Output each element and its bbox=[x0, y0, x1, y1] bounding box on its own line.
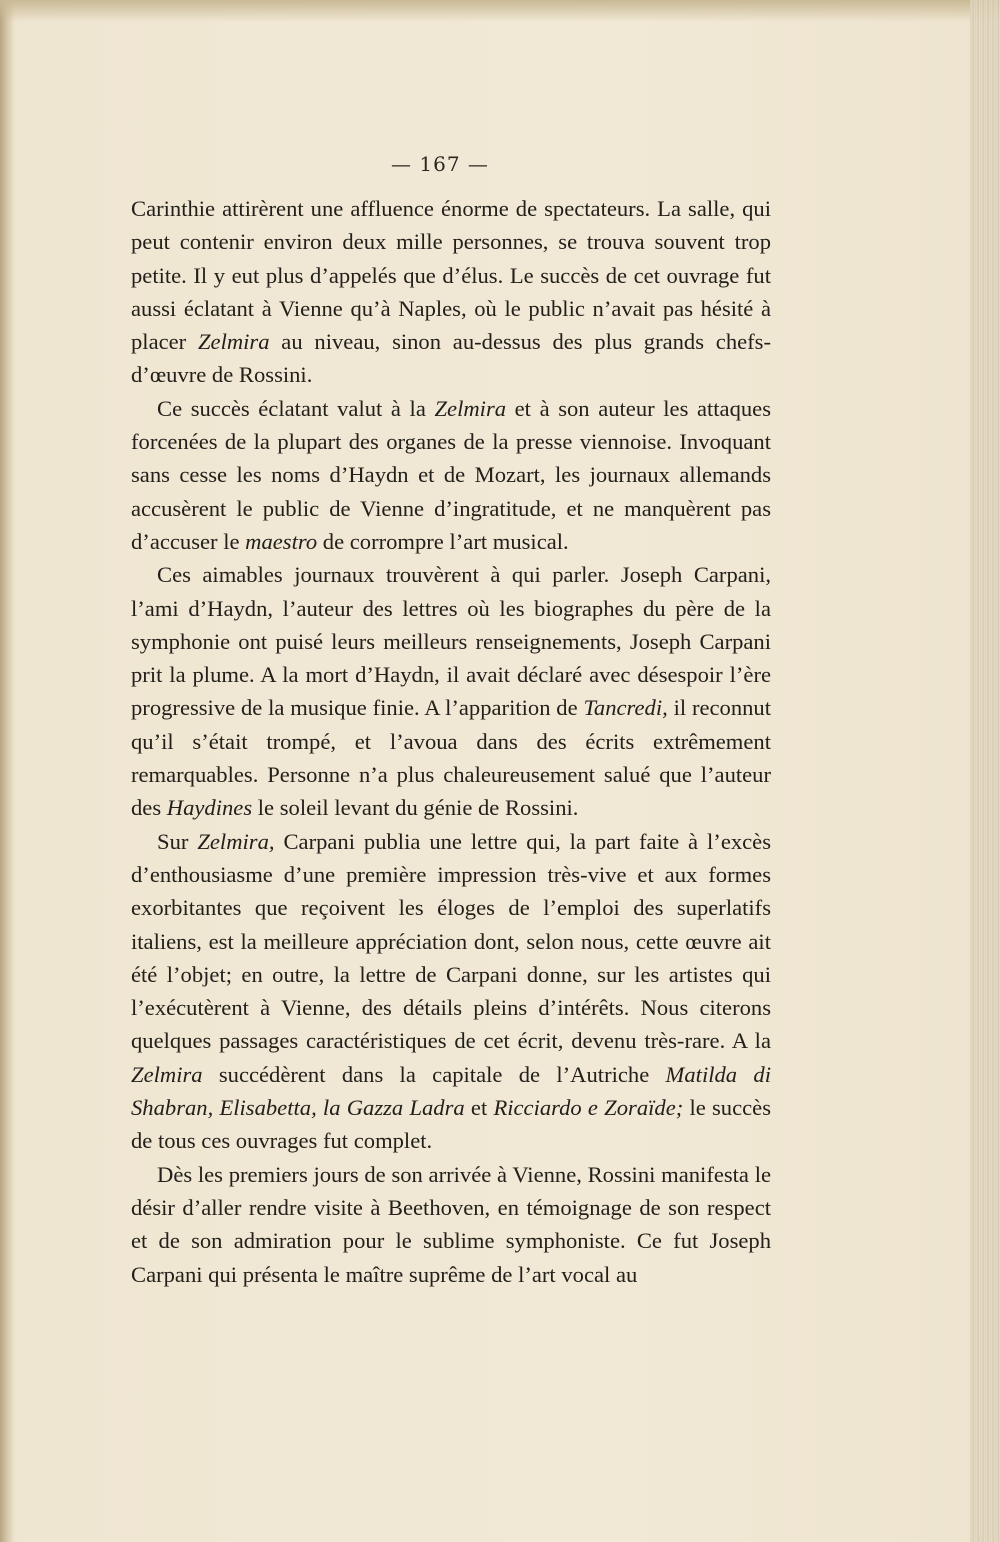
italic-title-text: Zelmira bbox=[131, 1061, 203, 1087]
italic-title-text: Tancredi, bbox=[583, 695, 668, 721]
paragraph-text: et bbox=[464, 1095, 494, 1121]
italic-title-text: Zelmira bbox=[197, 329, 270, 355]
paragraph-text: Carpani publia une lettre qui, la part faite à l’excès d’enthousiasme d’une première impression très-vive et aux formes exorbitantes que reçoivent les éloges de l’emploi des superlatifs italiens, est la meilleure appréciation dont, selon nous, cette œuvre ait été l’objet; en outre, la lettre de Carpani donne, sur les artistes qui l’exécutèrent à Vienne, des détails pleins d’intérêts. Nous citerons quelques passages caractéristiques de cet écrit, devenu très-rare. A la bbox=[131, 828, 771, 1054]
paragraph-text: au niveau, sinon au-dessus des plus grands chefs-d’œuvre de Rossini. bbox=[131, 329, 771, 388]
paragraph-text: succédèrent dans la capitale de l’Autriche bbox=[202, 1061, 666, 1087]
italic-title-text: Matilda di Shabran, Elisabetta, la Gazza Ladra bbox=[131, 1061, 771, 1121]
paragraph-text: Ces aimables journaux trouvèrent à qui parler. Joseph Carpani, l’ami d’Haydn, l’auteur des lettres où les biographes du père de la symphonie ont puisé leurs meilleurs renseignements, Joseph Carpani prit la plume. A la mort d’Haydn, il avait déclaré avec désespoir l’ère progressive de la musique finie. A l’apparition de bbox=[131, 562, 771, 721]
paragraph-text: Carinthie attirèrent une affluence énorme de spectateurs. La salle, qui peut contenir environ deux mille personnes, se trouva souvent trop petite. Il y eut plus d’appelés que d’élus. Le succès de cet ouvrage fut aussi éclatant à Vienne qu’à Naples, où le public n’avait pas hésité à placer bbox=[131, 196, 771, 355]
paragraph bbox=[131, 392, 771, 558]
italic-title-text: Haydines bbox=[166, 795, 253, 821]
paragraph-text: Sur bbox=[157, 828, 198, 854]
paragraph bbox=[131, 825, 771, 1158]
italic-title-text: Zelmira bbox=[434, 395, 507, 421]
paragraph-text: le soleil levant du génie de Rossini. bbox=[252, 795, 579, 821]
paragraph bbox=[131, 558, 771, 824]
paragraph bbox=[131, 192, 771, 392]
paragraph bbox=[131, 1158, 771, 1291]
italic-title-text: maestro bbox=[245, 528, 318, 554]
paragraph-text: et à son auteur les attaques forcenées de la plupart des organes de la presse viennoise. Invoquant sans cesse les noms d’Haydn et de Mozart, les journaux allemands accusèrent le public de Vienne d’ingratitude, et ne manquèrent pas d’accuser le bbox=[131, 395, 771, 554]
paragraph-text: Ce succès éclatant valut à la bbox=[157, 395, 435, 421]
paragraph-text: Dès les premiers jours de son arrivée à Vienne, Rossini manifesta le désir d’aller rendre visite à Beethoven, en témoignage de son respect et de son admiration pour le sublime symphoniste. Ce fut Joseph Carpani qui présenta le maître suprême de l’art vocal au bbox=[131, 1161, 771, 1287]
page-gutter-shadow bbox=[0, 0, 14, 1542]
paragraph-text: le succès de tous ces ouvrages fut complet. bbox=[131, 1095, 771, 1154]
italic-title-text: Ricciardo e Zoraïde; bbox=[493, 1095, 684, 1121]
body-text bbox=[131, 192, 771, 1291]
page-number: — 167 — bbox=[391, 152, 489, 176]
paragraph-text: de corrompre l’art musical. bbox=[317, 528, 569, 554]
paragraph-text: il reconnut qu’il s’était trompé, et l’avoua dans des écrits extrêmement remarquables. Personne n’a plus chaleureusement salué que l’auteur des bbox=[131, 695, 771, 821]
page-edge-stack bbox=[970, 0, 1000, 1542]
page-top-shadow bbox=[0, 0, 1000, 22]
italic-title-text: Zelmira, bbox=[197, 828, 275, 854]
